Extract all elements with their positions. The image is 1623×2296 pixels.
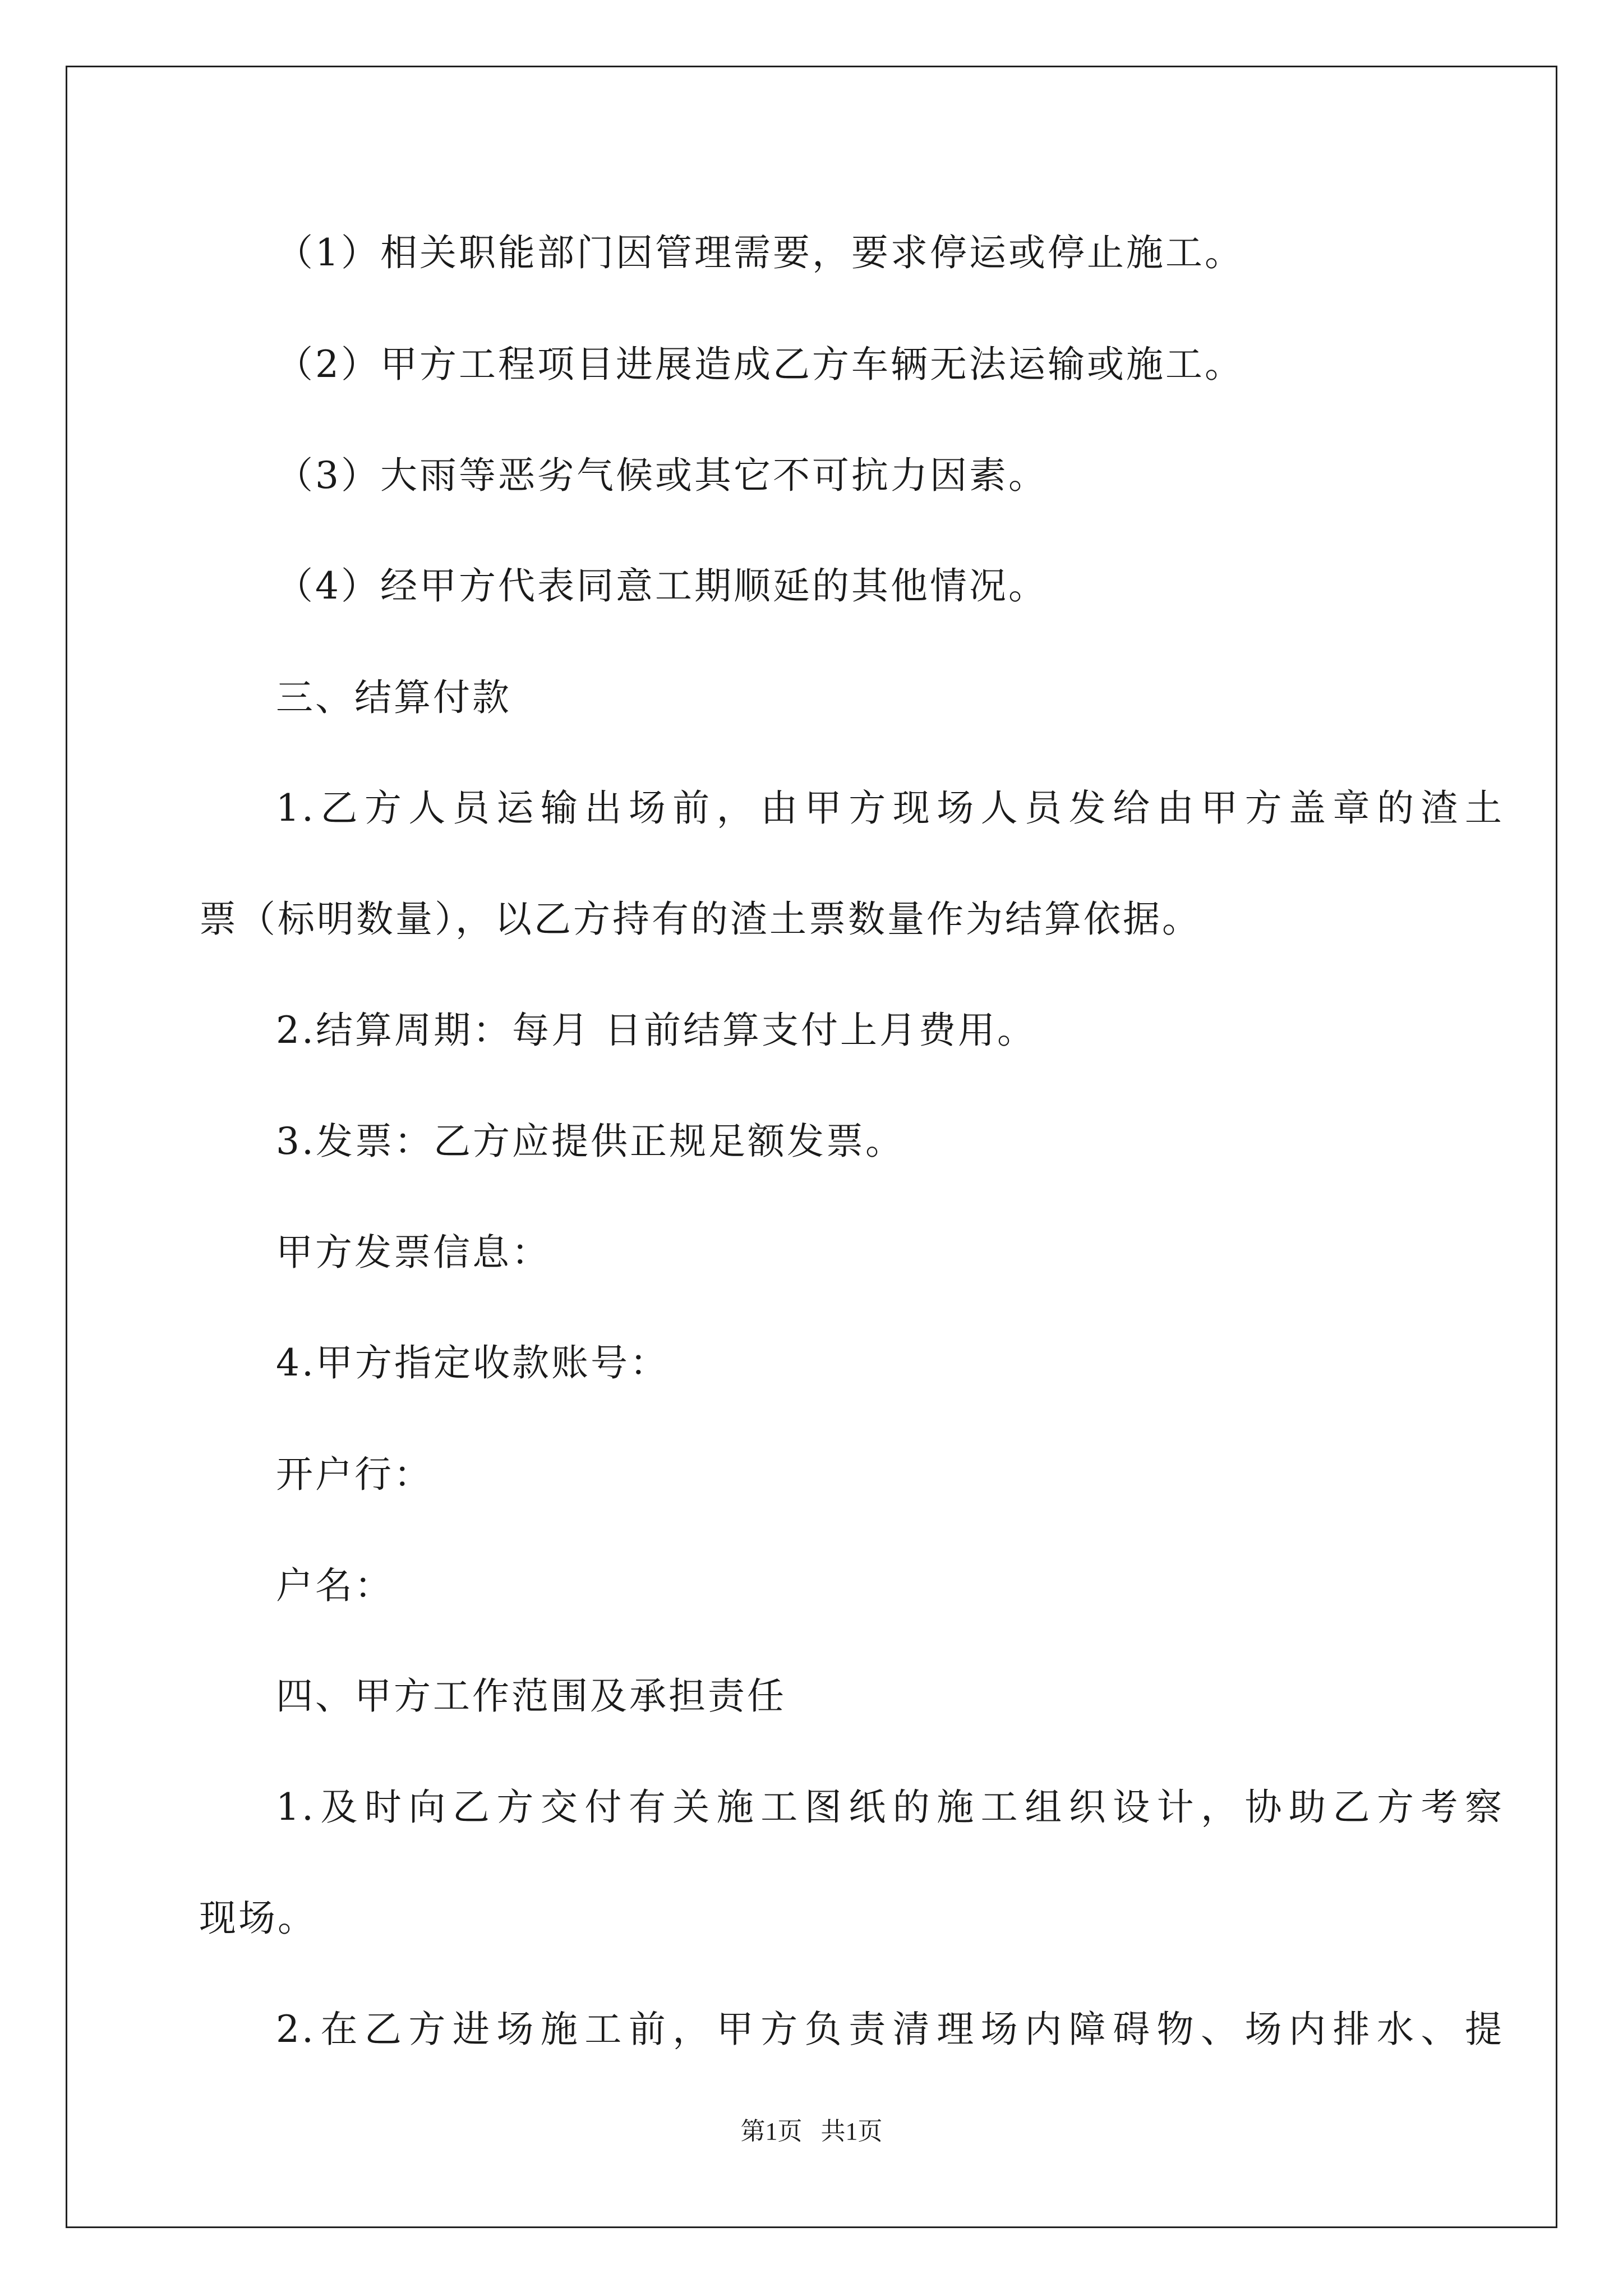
account-name-label: 户名：: [276, 1564, 394, 1607]
party-a-paragraph-2-line-1: 2.在乙方进场施工前，甲方负责清理场内障碍物、场内排水、提: [276, 2008, 1504, 2051]
section-heading-settlement: 三、结算付款: [276, 676, 511, 719]
clause-item-1: （1）相关职能部门因管理需要，要求停运或停止施工。: [276, 231, 1244, 274]
settlement-paragraph-1-line-2: 票（标明数量），以乙方持有的渣土票数量作为结算依据。: [199, 898, 1201, 941]
settlement-paragraph-3: 3.发票：乙方应提供正规足额发票。: [276, 1120, 905, 1163]
settlement-paragraph-2: 2.结算周期：每月 日前结算支付上月费用。: [276, 1009, 1036, 1052]
party-a-paragraph-1-line-1: 1.及时向乙方交付有关施工图纸的施工组织设计，协助乙方考察: [276, 1786, 1504, 1829]
section-heading-party-a: 四、甲方工作范围及承担责任: [276, 1674, 786, 1718]
settlement-paragraph-4: 4.甲方指定收款账号：: [276, 1341, 669, 1384]
clause-item-4: （4）经甲方代表同意工期顺延的其他情况。: [276, 564, 1048, 608]
settlement-paragraph-1-line-1: 1.乙方人员运输出场前，由甲方现场人员发给由甲方盖章的渣土: [276, 786, 1504, 830]
page-footer: 第1页 共1页: [740, 2118, 883, 2145]
bank-label: 开户行：: [276, 1453, 433, 1496]
clause-item-2: （2）甲方工程项目进展造成乙方车辆无法运输或施工。: [276, 343, 1244, 386]
party-a-paragraph-1-line-2: 现场。: [199, 1897, 317, 1940]
invoice-info-label: 甲方发票信息：: [276, 1231, 551, 1274]
clause-item-3: （3）大雨等恶劣气候或其它不可抗力因素。: [276, 454, 1048, 497]
